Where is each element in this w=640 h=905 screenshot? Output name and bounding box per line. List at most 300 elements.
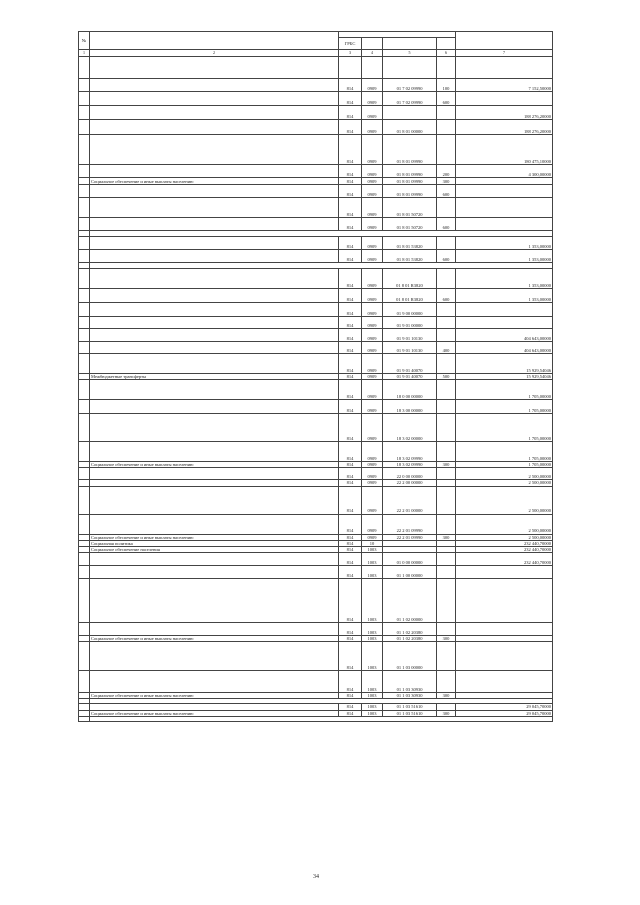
expense-type-cell: 600: [437, 218, 456, 231]
expense-type-cell: 300: [437, 636, 456, 642]
item-name-cell: [90, 237, 339, 250]
section-code-cell: 1003: [362, 710, 383, 716]
annual-amount-cell: 15 929,54046: [456, 354, 553, 374]
grbs-code-cell: 814: [339, 303, 362, 317]
expense-type-cell: 600: [437, 289, 456, 303]
annual-amount-cell: [456, 185, 553, 198]
target-code-cell: 01 1 02 00000: [383, 579, 437, 623]
item-name-cell: Социальное обеспечение и иные выплаты населению: [90, 710, 339, 716]
expense-type-cell: 200: [437, 165, 456, 178]
section-code-cell: 0909: [362, 165, 383, 178]
target-code-cell: 01 8 01 50720: [383, 218, 437, 231]
grbs-code-cell: 814: [339, 106, 362, 120]
section-code-cell: 0909: [362, 79, 383, 92]
annual-amount-cell: 2 500,00000: [456, 468, 553, 480]
section-code-cell: 1003: [362, 579, 383, 623]
expense-type-cell: [437, 135, 456, 165]
table-row: [79, 380, 553, 400]
row-number-cell: [79, 623, 90, 636]
item-name-cell: Социальная политика: [90, 540, 339, 546]
target-code-cell: 01 1 03 30930: [383, 693, 437, 699]
annual-amount-cell: 1 705,00000: [456, 414, 553, 442]
section-code-cell: 1003: [362, 566, 383, 579]
expense-type-cell: [437, 442, 456, 462]
target-code-cell: 01 9 01 00000: [383, 317, 437, 329]
table-row: [79, 198, 553, 218]
annual-amount-cell: [456, 566, 553, 579]
annual-amount-cell: 7 152,50000: [456, 79, 553, 92]
table-row: [79, 716, 553, 721]
table-row: [79, 566, 553, 579]
section-code-cell: 0909: [362, 178, 383, 185]
target-code-cell: 01 8 01 R3820: [383, 269, 437, 289]
grbs-code-cell: 814: [339, 380, 362, 400]
item-name-cell: [90, 92, 339, 106]
table-row: [79, 514, 553, 534]
table-row: [79, 414, 553, 442]
section-code-cell: 0909: [362, 414, 383, 442]
item-name-cell: Социальное обеспечение и иные выплаты населению: [90, 178, 339, 185]
table-row: [79, 623, 553, 636]
row-number-cell: [79, 198, 90, 218]
section-code-cell: 0909: [362, 468, 383, 480]
expense-type-cell: 600: [437, 92, 456, 106]
annual-amount-cell: 188 276,20000: [456, 120, 553, 135]
section-code-cell: 0909: [362, 400, 383, 414]
annual-amount-cell: 1 705,00000: [456, 380, 553, 400]
table-row: [79, 92, 553, 106]
row-number-cell: [79, 642, 90, 671]
expense-type-cell: [437, 400, 456, 414]
annual-amount-cell: [456, 92, 553, 106]
grbs-code-cell: 814: [339, 120, 362, 135]
annual-amount-cell: 4 300,00000: [456, 165, 553, 178]
grbs-code-cell: 814: [339, 329, 362, 342]
col-header-grbs: ГРБС: [339, 38, 362, 50]
item-name-cell: [90, 354, 339, 374]
item-name-cell: [90, 79, 339, 92]
col-header-name: [90, 32, 339, 50]
item-name-cell: Социальное обеспечение населения: [90, 546, 339, 552]
table-row: [79, 120, 553, 135]
section-code-cell: 0909: [362, 480, 383, 486]
section-code-cell: 0909: [362, 462, 383, 468]
grbs-code-cell: 814: [339, 237, 362, 250]
grbs-code-cell: 814: [339, 269, 362, 289]
item-name-cell: [90, 218, 339, 231]
grbs-code-cell: 814: [339, 566, 362, 579]
grbs-code-cell: 814: [339, 414, 362, 442]
annual-amount-cell: 15 929,54046: [456, 374, 553, 380]
section-code-cell: 0909: [362, 218, 383, 231]
annual-amount-cell: 404 643,00000: [456, 342, 553, 354]
annual-amount-cell: 232 440,70000: [456, 546, 553, 552]
grbs-code-cell: 814: [339, 374, 362, 380]
row-number-cell: [79, 165, 90, 178]
grbs-code-cell: 814: [339, 178, 362, 185]
section-code-cell: 0909: [362, 237, 383, 250]
annual-amount-cell: 232 440,70000: [456, 553, 553, 566]
table-row: [79, 317, 553, 329]
item-name-cell: Межбюджетные трансферты: [90, 374, 339, 380]
table-row: [79, 218, 553, 231]
table-row: [79, 579, 553, 623]
column-index: 1: [79, 50, 90, 57]
target-code-cell: 18 3 00 00000: [383, 400, 437, 414]
col-header-annual: [456, 32, 553, 50]
grbs-code-cell: 814: [339, 579, 362, 623]
section-code-cell: 10: [362, 540, 383, 546]
annual-amount-cell: [456, 642, 553, 671]
target-code-cell: 01 8 01 53820: [383, 237, 437, 250]
table-body: [79, 57, 553, 722]
grbs-code-cell: 814: [339, 636, 362, 642]
expense-type-cell: [437, 237, 456, 250]
item-name-cell: [90, 414, 339, 442]
annual-amount-cell: 188 276,20000: [456, 106, 553, 120]
annual-amount-cell: [456, 57, 553, 79]
expense-type-cell: 300: [437, 462, 456, 468]
section-code-cell: 0909: [362, 185, 383, 198]
target-code-cell: 01 1 03 00000: [383, 642, 437, 671]
grbs-code-cell: 814: [339, 671, 362, 693]
table-row: [79, 269, 553, 289]
grbs-code-cell: 814: [339, 354, 362, 374]
annual-amount-cell: 1 353,00000: [456, 269, 553, 289]
grbs-code-cell: 814: [339, 135, 362, 165]
section-code-cell: 0909: [362, 380, 383, 400]
grbs-code-cell: 814: [339, 289, 362, 303]
section-code-cell: 0909: [362, 289, 383, 303]
item-name-cell: Социальное обеспечение и иные выплаты населению: [90, 636, 339, 642]
target-code-cell: [383, 57, 437, 79]
row-number-cell: [79, 135, 90, 165]
annual-amount-cell: 1 353,00000: [456, 289, 553, 303]
grbs-code-cell: 814: [339, 165, 362, 178]
section-code-cell: 0909: [362, 250, 383, 263]
table-row: [79, 468, 553, 480]
table-row: [79, 237, 553, 250]
expense-type-cell: 100: [437, 79, 456, 92]
grbs-code-cell: 814: [339, 704, 362, 710]
annual-amount-cell: [456, 178, 553, 185]
target-code-cell: 01 0 00 00000: [383, 553, 437, 566]
target-code-cell: 01 1 03 51610: [383, 704, 437, 710]
item-name-cell: [90, 400, 339, 414]
section-code-cell: 1003: [362, 642, 383, 671]
section-code-cell: 0909: [362, 342, 383, 354]
annual-amount-cell: 404 643,00000: [456, 329, 553, 342]
item-name-cell: [90, 289, 339, 303]
expense-type-cell: [437, 514, 456, 534]
target-code-cell: 01 1 02 20380: [383, 623, 437, 636]
expense-type-cell: [437, 120, 456, 135]
row-number-cell: [79, 237, 90, 250]
expense-type-cell: 400: [437, 342, 456, 354]
expense-type-cell: [437, 329, 456, 342]
table-row: [79, 342, 553, 354]
annual-amount-cell: 29 045,70000: [456, 710, 553, 716]
col-header-type: [437, 38, 456, 50]
section-code-cell: 0909: [362, 269, 383, 289]
section-code-cell: [362, 57, 383, 79]
grbs-code-cell: 814: [339, 400, 362, 414]
item-name-cell: [90, 185, 339, 198]
table-row: [79, 486, 553, 514]
section-code-cell: 0909: [362, 534, 383, 540]
grbs-code-cell: 814: [339, 642, 362, 671]
row-number-cell: [79, 671, 90, 693]
row-number-cell: [79, 380, 90, 400]
row-number-cell: [79, 342, 90, 354]
item-name-cell: [90, 303, 339, 317]
expense-type-cell: 300: [437, 534, 456, 540]
row-number-cell: [79, 289, 90, 303]
item-name-cell: [90, 579, 339, 623]
section-code-cell: 0909: [362, 486, 383, 514]
annual-amount-cell: [456, 623, 553, 636]
annual-amount-cell: 29 045,70000: [456, 704, 553, 710]
target-code-cell: 01 1 03 51610: [383, 710, 437, 716]
target-code-cell: 18 3 02 00000: [383, 414, 437, 442]
row-number-cell: [79, 317, 90, 329]
column-index: 5: [383, 50, 437, 57]
expense-type-cell: [437, 468, 456, 480]
grbs-code-cell: 814: [339, 546, 362, 552]
section-code-cell: 1003: [362, 553, 383, 566]
target-code-cell: 01 9 01 10130: [383, 342, 437, 354]
budget-table: [78, 31, 553, 722]
item-name-cell: [90, 468, 339, 480]
grbs-code-cell: 814: [339, 92, 362, 106]
row-number-cell: [79, 414, 90, 442]
target-code-cell: 01 7 02 09990: [383, 92, 437, 106]
table-row: [79, 442, 553, 462]
row-number-cell: [79, 468, 90, 480]
target-code-cell: 22 2 01 09990: [383, 514, 437, 534]
annual-amount-cell: 2 500,00000: [456, 514, 553, 534]
section-code-cell: 0909: [362, 303, 383, 317]
row-number-cell: [79, 442, 90, 462]
column-index: 2: [90, 50, 339, 57]
row-number-cell: [79, 329, 90, 342]
item-name-cell: [90, 623, 339, 636]
target-code-cell: 22 0 00 00000: [383, 468, 437, 480]
col-header-section: [362, 38, 383, 50]
grbs-code-cell: 814: [339, 198, 362, 218]
annual-amount-cell: [456, 317, 553, 329]
row-number-cell: [79, 514, 90, 534]
annual-amount-cell: [456, 218, 553, 231]
section-code-cell: 0909: [362, 106, 383, 120]
section-code-cell: 1003: [362, 671, 383, 693]
item-name-cell: [90, 671, 339, 693]
target-code-cell: 01 1 00 00000: [383, 566, 437, 579]
row-number-cell: [79, 579, 90, 623]
item-name-cell: [90, 486, 339, 514]
section-code-cell: 0909: [362, 442, 383, 462]
section-code-cell: 0909: [362, 198, 383, 218]
row-number-cell: [79, 486, 90, 514]
table-row: [79, 354, 553, 374]
annual-amount-cell: [456, 671, 553, 693]
row-number-cell: [79, 400, 90, 414]
expense-type-cell: [437, 380, 456, 400]
target-code-cell: 01 1 02 20380: [383, 636, 437, 642]
row-number-cell: [79, 79, 90, 92]
col-header-target: [383, 38, 437, 50]
row-number-cell: [79, 566, 90, 579]
annual-amount-cell: 232 440,70000: [456, 540, 553, 546]
section-code-cell: 1003: [362, 623, 383, 636]
target-code-cell: 01 9 01 10130: [383, 329, 437, 342]
item-name-cell: [90, 329, 339, 342]
expense-type-cell: 600: [437, 185, 456, 198]
item-name-cell: [90, 317, 339, 329]
table-row: [79, 400, 553, 414]
table-row: [79, 553, 553, 566]
target-code-cell: 22 2 00 00000: [383, 480, 437, 486]
page-number: 34: [313, 874, 319, 880]
item-name-cell: [90, 57, 339, 79]
item-name-cell: Социальное обеспечение и иные выплаты населению: [90, 693, 339, 699]
annual-amount-cell: 1 705,00000: [456, 462, 553, 468]
table-row: [79, 57, 553, 79]
target-code-cell: 01 9 01 40070: [383, 354, 437, 374]
item-name-cell: [90, 342, 339, 354]
target-code-cell: 01 8 01 09990: [383, 185, 437, 198]
target-code-cell: 01 8 01 53820: [383, 250, 437, 263]
target-code-cell: 01 8 01 09990: [383, 178, 437, 185]
grbs-code-cell: 814: [339, 480, 362, 486]
table-row: [79, 250, 553, 263]
target-code-cell: 01 8 01 00000: [383, 120, 437, 135]
section-code-cell: 0909: [362, 354, 383, 374]
funding-note-cell: [90, 716, 553, 721]
column-index: 4: [362, 50, 383, 57]
item-name-cell: Социальное обеспечение и иные выплаты населению: [90, 534, 339, 540]
grbs-code-cell: 814: [339, 514, 362, 534]
item-name-cell: [90, 165, 339, 178]
table-row: [79, 135, 553, 165]
expense-type-cell: [437, 269, 456, 289]
table-row: [79, 289, 553, 303]
expense-type-cell: 300: [437, 693, 456, 699]
grbs-code-cell: 814: [339, 486, 362, 514]
expense-type-cell: 300: [437, 710, 456, 716]
annual-amount-cell: 1 353,00000: [456, 237, 553, 250]
annual-amount-cell: [456, 579, 553, 623]
row-number-cell: [79, 120, 90, 135]
section-code-cell: 0909: [362, 92, 383, 106]
expense-type-cell: [437, 566, 456, 579]
target-code-cell: 01 7 02 09990: [383, 79, 437, 92]
row-number-cell: [79, 106, 90, 120]
column-index-row: [79, 50, 553, 57]
expense-type-cell: [437, 579, 456, 623]
annual-amount-cell: 2 500,00000: [456, 534, 553, 540]
target-code-cell: 18 3 02 09990: [383, 442, 437, 462]
expense-type-cell: 300: [437, 178, 456, 185]
grbs-code-cell: 814: [339, 468, 362, 480]
row-number-cell: [79, 250, 90, 263]
expense-type-cell: [437, 414, 456, 442]
section-code-cell: 0909: [362, 329, 383, 342]
annual-amount-cell: [456, 303, 553, 317]
target-code-cell: 01 8 01 50720: [383, 198, 437, 218]
row-number-cell: [79, 57, 90, 79]
grbs-code-cell: 814: [339, 540, 362, 546]
item-name-cell: [90, 198, 339, 218]
grbs-code-cell: 814: [339, 317, 362, 329]
expense-type-cell: [437, 57, 456, 79]
table-row: [79, 185, 553, 198]
section-code-cell: 0909: [362, 374, 383, 380]
column-index: 6: [437, 50, 456, 57]
table-row: [79, 165, 553, 178]
item-name-cell: [90, 642, 339, 671]
expense-type-cell: 600: [437, 250, 456, 263]
section-code-cell: 1003: [362, 546, 383, 552]
grbs-code-cell: 814: [339, 185, 362, 198]
item-name-cell: [90, 553, 339, 566]
target-code-cell: 01 8 01 09990: [383, 135, 437, 165]
expense-type-cell: [437, 671, 456, 693]
expense-type-cell: 500: [437, 374, 456, 380]
table-row: [79, 106, 553, 120]
section-code-cell: 0909: [362, 120, 383, 135]
target-code-cell: 18 0 00 00000: [383, 380, 437, 400]
section-code-cell: 1003: [362, 636, 383, 642]
table-row: [79, 329, 553, 342]
item-name-cell: [90, 514, 339, 534]
expense-type-cell: [437, 106, 456, 120]
row-number-cell: [79, 553, 90, 566]
section-code-cell: 1003: [362, 704, 383, 710]
row-number-cell: [79, 269, 90, 289]
section-code-cell: 0909: [362, 135, 383, 165]
target-code-cell: 01 9 01 40070: [383, 374, 437, 380]
expense-type-cell: [437, 198, 456, 218]
grbs-code-cell: 814: [339, 623, 362, 636]
target-code-cell: 22 2 01 09990: [383, 534, 437, 540]
grbs-code-cell: 814: [339, 250, 362, 263]
row-number-cell: [79, 354, 90, 374]
item-name-cell: [90, 250, 339, 263]
grbs-code-cell: 814: [339, 462, 362, 468]
expense-type-cell: [437, 354, 456, 374]
target-code-cell: 01 8 01 09990: [383, 165, 437, 178]
expense-type-cell: [437, 317, 456, 329]
annual-amount-cell: 2 500,00000: [456, 480, 553, 486]
table-row: [79, 303, 553, 317]
expense-type-cell: [437, 642, 456, 671]
item-name-cell: [90, 106, 339, 120]
grbs-code-cell: 814: [339, 693, 362, 699]
grbs-code-cell: 814: [339, 710, 362, 716]
table-row: [79, 671, 553, 693]
expense-type-cell: [437, 486, 456, 514]
target-code-cell: 01 9 00 00000: [383, 303, 437, 317]
item-name-cell: [90, 135, 339, 165]
expense-type-cell: [437, 553, 456, 566]
grbs-code-cell: [339, 57, 362, 79]
item-name-cell: [90, 566, 339, 579]
item-name-cell: Социальное обеспечение и иные выплаты населению: [90, 462, 339, 468]
item-name-cell: [90, 269, 339, 289]
column-index: 7: [456, 50, 553, 57]
item-name-cell: [90, 120, 339, 135]
